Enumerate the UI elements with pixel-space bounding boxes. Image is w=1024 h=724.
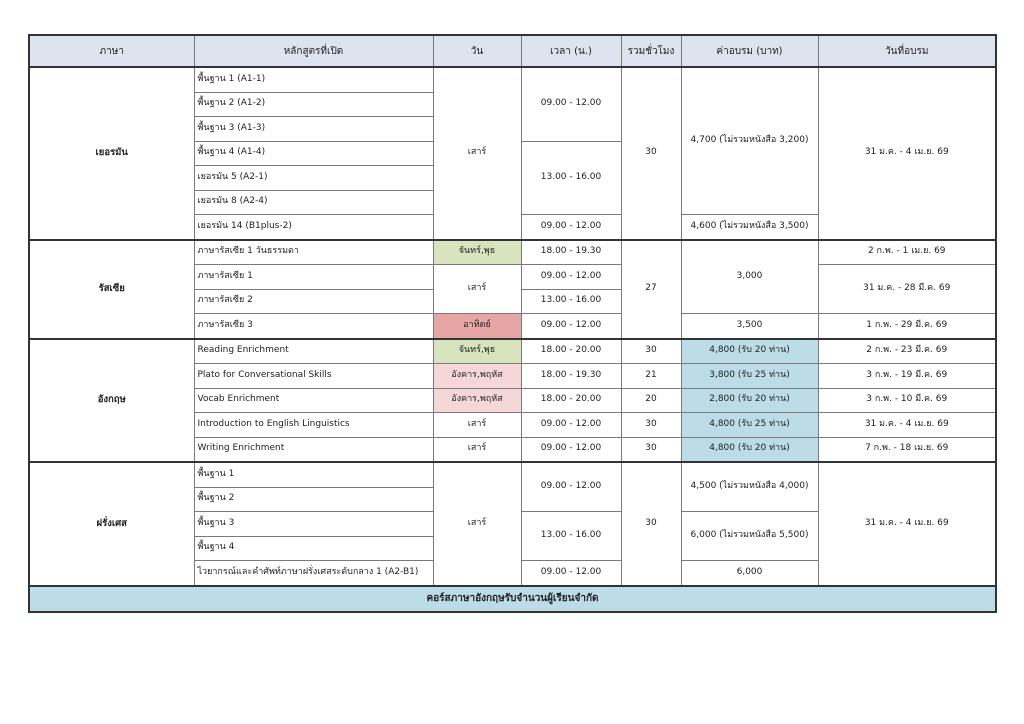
hours-cell: 20 <box>621 388 681 413</box>
course-cell: Plato for Conversational Skills <box>194 364 433 389</box>
time-cell: 09.00 - 12.00 <box>521 67 621 141</box>
hours-cell: 30 <box>621 437 681 462</box>
fee-cell: 3,800 (รับ 25 ท่าน) <box>681 364 818 389</box>
fee-cell: 2,800 (รับ 20 ท่าน) <box>681 388 818 413</box>
course-schedule-table <box>28 34 997 613</box>
hours-cell: 21 <box>621 364 681 389</box>
hours-cell: 30 <box>621 462 681 586</box>
day-cell: จันทร์,พุธ <box>433 339 521 364</box>
course-cell: เยอรมัน 14 (B1plus-2) <box>194 215 433 240</box>
dates-cell: 1 ก.พ. - 29 มี.ค. 69 <box>818 314 996 339</box>
fee-cell: 4,800 (รับ 25 ท่าน) <box>681 413 818 438</box>
table-row <box>29 339 996 364</box>
fee-cell: 4,600 (ไม่รวมหนังสือ 3,500) <box>681 215 818 240</box>
day-cell: จันทร์,พุธ <box>433 240 521 265</box>
fee-cell: 6,000 <box>681 561 818 586</box>
time-cell: 09.00 - 12.00 <box>521 314 621 339</box>
footer-row <box>29 586 996 612</box>
header-hours: รวมชั่วโมง <box>621 35 681 67</box>
time-cell: 18.00 - 20.00 <box>521 339 621 364</box>
fee-cell: 3,500 <box>681 314 818 339</box>
header-course: หลักสูตรที่เปิด <box>194 35 433 67</box>
course-cell: เยอรมัน 8 (A2-4) <box>194 190 433 215</box>
time-cell: 09.00 - 12.00 <box>521 215 621 240</box>
footer-note: คอร์สภาษาอังกฤษรับจำนวนผู้เรียนจำกัด <box>29 586 996 612</box>
day-cell: อาทิตย์ <box>433 314 521 339</box>
dates-cell: 31 ม.ค. - 28 มี.ค. 69 <box>818 265 996 314</box>
time-cell: 13.00 - 16.00 <box>521 141 621 215</box>
language-french: ฝรั่งเศส <box>29 462 194 586</box>
header-day: วัน <box>433 35 521 67</box>
time-cell: 09.00 - 12.00 <box>521 265 621 290</box>
header-time: เวลา (น.) <box>521 35 621 67</box>
time-cell: 13.00 - 16.00 <box>521 289 621 314</box>
dates-cell: 3 ก.พ. - 19 มี.ค. 69 <box>818 364 996 389</box>
course-cell: Writing Enrichment <box>194 437 433 462</box>
course-cell: พื้นฐาน 2 <box>194 487 433 512</box>
course-cell: ภาษารัสเซีย 1 <box>194 265 433 290</box>
course-cell: พื้นฐาน 3 (A1-3) <box>194 117 433 142</box>
course-cell: ภาษารัสเซีย 2 <box>194 289 433 314</box>
dates-cell: 2 ก.พ. - 23 มี.ค. 69 <box>818 339 996 364</box>
day-cell: เสาร์ <box>433 67 521 240</box>
course-cell: พื้นฐาน 4 <box>194 536 433 561</box>
course-cell: Introduction to English Linguistics <box>194 413 433 438</box>
dates-cell: 2 ก.พ. - 1 เม.ย. 69 <box>818 240 996 265</box>
time-cell: 09.00 - 12.00 <box>521 561 621 586</box>
day-cell: เสาร์ <box>433 462 521 586</box>
language-german: เยอรมัน <box>29 67 194 240</box>
course-cell: Vocab Enrichment <box>194 388 433 413</box>
course-cell: พื้นฐาน 1 (A1-1) <box>194 67 433 92</box>
dates-cell: 3 ก.พ. - 10 มี.ค. 69 <box>818 388 996 413</box>
course-cell: เยอรมัน 5 (A2-1) <box>194 166 433 191</box>
hours-cell: 27 <box>621 240 681 339</box>
time-cell: 18.00 - 20.00 <box>521 388 621 413</box>
dates-cell: 31 ม.ค. - 4 เม.ย. 69 <box>818 462 996 586</box>
hours-cell: 30 <box>621 67 681 240</box>
fee-cell: 6,000 (ไม่รวมหนังสือ 5,500) <box>681 512 818 561</box>
fee-cell: 3,000 <box>681 240 818 314</box>
fee-cell: 4,500 (ไม่รวมหนังสือ 4,000) <box>681 462 818 512</box>
day-cell: เสาร์ <box>433 265 521 314</box>
header-language: ภาษา <box>29 35 194 67</box>
table-row <box>29 240 996 265</box>
fee-cell: 4,800 (รับ 20 ท่าน) <box>681 437 818 462</box>
dates-cell: 31 ม.ค. - 4 เม.ย. 69 <box>818 413 996 438</box>
language-russian: รัสเซีย <box>29 240 194 339</box>
dates-cell: 31 ม.ค. - 4 เม.ย. 69 <box>818 67 996 240</box>
course-cell: พื้นฐาน 2 (A1-2) <box>194 92 433 117</box>
day-cell: เสาร์ <box>433 413 521 438</box>
course-cell: พื้นฐาน 1 <box>194 462 433 487</box>
course-cell: ไวยากรณ์และคำศัพท์ภาษาฝรั่งเศสระดับกลาง 1 (A2-B1) <box>194 561 433 586</box>
hours-cell: 30 <box>621 339 681 364</box>
day-cell: อังคาร,พฤหัส <box>433 364 521 389</box>
table-row <box>29 67 996 92</box>
time-cell: 09.00 - 12.00 <box>521 462 621 512</box>
course-cell: ภาษารัสเซีย 1 วันธรรมดา <box>194 240 433 265</box>
table-row <box>29 462 996 487</box>
fee-cell: 4,800 (รับ 20 ท่าน) <box>681 339 818 364</box>
day-cell: เสาร์ <box>433 437 521 462</box>
fee-cell: 4,700 (ไม่รวมหนังสือ 3,200) <box>681 67 818 215</box>
time-cell: 13.00 - 16.00 <box>521 512 621 561</box>
time-cell: 18.00 - 19.30 <box>521 364 621 389</box>
dates-cell: 7 ก.พ. - 18 เม.ย. 69 <box>818 437 996 462</box>
day-cell: อังคาร,พฤหัส <box>433 388 521 413</box>
header-row <box>29 35 996 67</box>
course-cell: พื้นฐาน 3 <box>194 512 433 537</box>
header-fee: ค่าอบรม (บาท) <box>681 35 818 67</box>
language-english: อังกฤษ <box>29 339 194 463</box>
time-cell: 18.00 - 19.30 <box>521 240 621 265</box>
course-cell: ภาษารัสเซีย 3 <box>194 314 433 339</box>
time-cell: 09.00 - 12.00 <box>521 413 621 438</box>
time-cell: 09.00 - 12.00 <box>521 437 621 462</box>
hours-cell: 30 <box>621 413 681 438</box>
header-dates: วันที่อบรม <box>818 35 996 67</box>
course-cell: Reading Enrichment <box>194 339 433 364</box>
course-cell: พื้นฐาน 4 (A1-4) <box>194 141 433 166</box>
